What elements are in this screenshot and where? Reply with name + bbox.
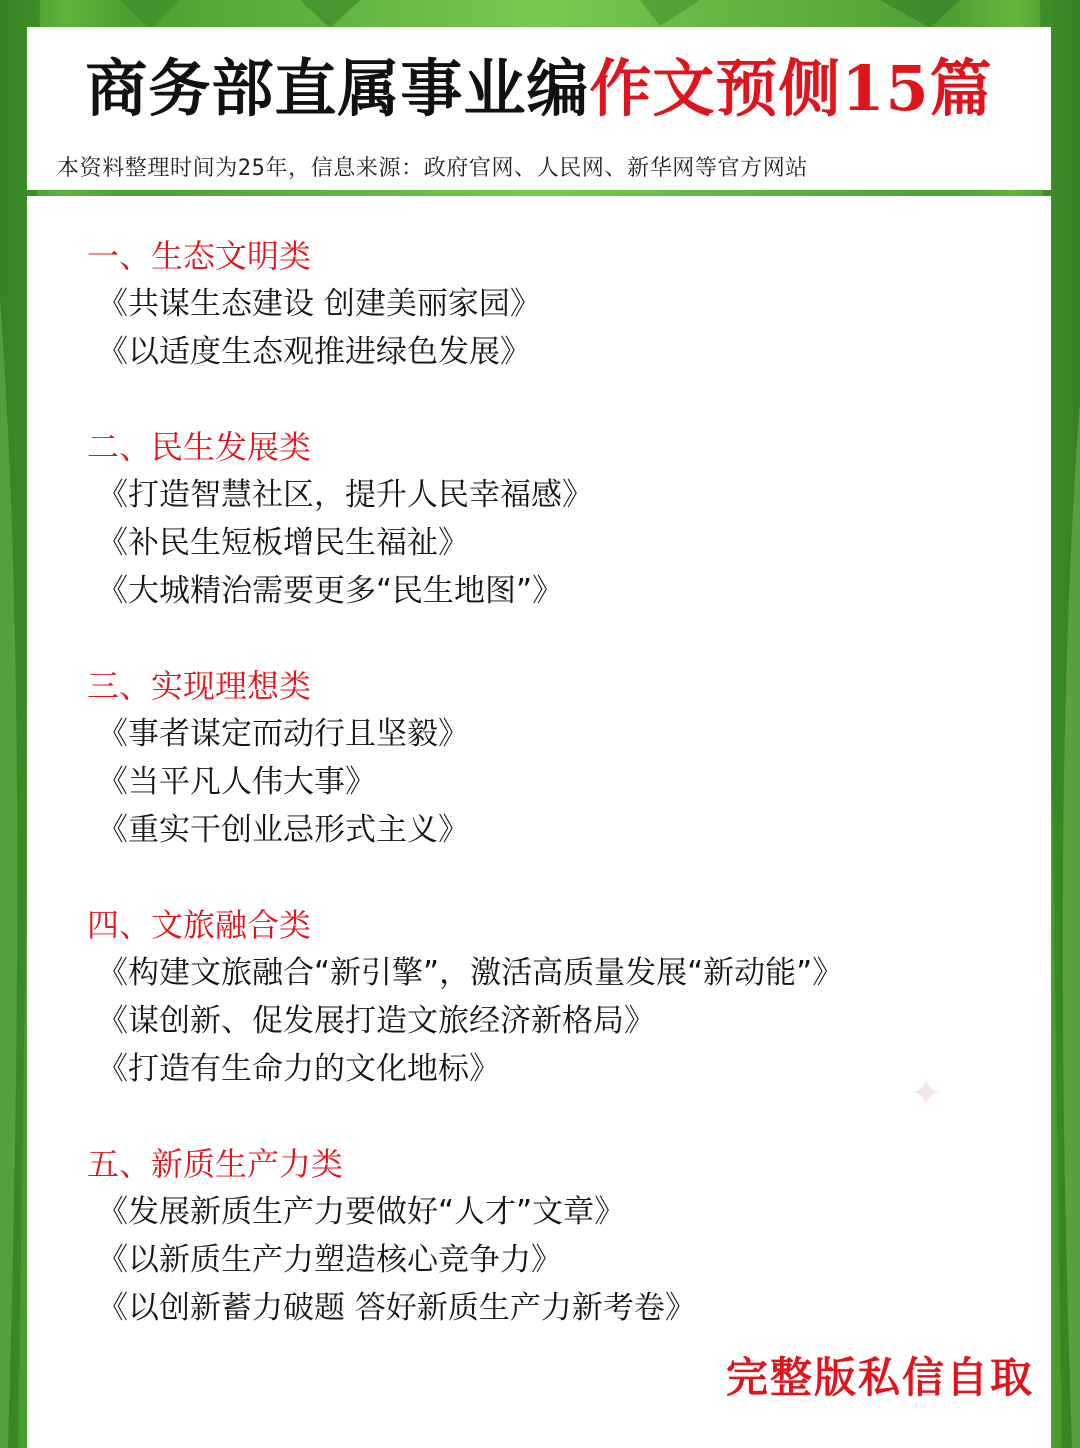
essay-title: 《补民生短板增民生福祉》: [97, 525, 469, 561]
essay-title: 《重实干创业忌形式主义》: [97, 812, 469, 848]
essay-title: 《以创新蓄力破题 答好新质生产力新考卷》: [97, 1290, 696, 1326]
sparkle-icon: [912, 1078, 940, 1106]
content-card: [27, 196, 1051, 1448]
section-livelihood: [87, 423, 593, 615]
essay-title: 《打造有生命力的文化地标》: [97, 1051, 500, 1087]
essay-title: 《共谋生态建设 创建美丽家园》: [97, 286, 541, 322]
essay-title: 《大城精治需要更多“民生地图”》: [97, 573, 564, 609]
page-title: [27, 53, 1051, 125]
section-productivity: [87, 1140, 696, 1332]
essay-title: 《事者谋定而动行且坚毅》: [97, 716, 469, 752]
title-main: 商务部直属事业编: [85, 52, 590, 125]
essay-title: 《发展新质生产力要做好“人才”文章》: [97, 1194, 626, 1230]
header-card: [27, 27, 1051, 190]
essay-title: 《谋创新、促发展打造文旅经济新格局》: [97, 1003, 655, 1039]
private-message-cta: 完整版私信自取: [725, 1353, 1034, 1402]
section-heading: 五、新质生产力类: [87, 1145, 344, 1183]
source-note: 本资料整理时间为25年，信息来源：政府官网、人民网、新华网等官方网站: [57, 156, 808, 181]
essay-title: 《打造智慧社区，提升人民幸福感》: [97, 477, 593, 513]
title-highlight: 作文预侧15篇: [589, 52, 993, 125]
section-heading: 一、生态文明类: [87, 237, 312, 275]
essay-title: 《当平凡人伟大事》: [97, 764, 376, 800]
essay-title: 《以适度生态观推进绿色发展》: [97, 334, 531, 370]
essay-title: 《以新质生产力塑造核心竞争力》: [97, 1242, 562, 1278]
section-heading: 二、民生发展类: [87, 428, 312, 466]
section-ideals: [87, 662, 469, 854]
section-culture-tourism: [87, 901, 843, 1093]
essay-title: 《构建文旅融合“新引擎”，激活高质量发展“新动能”》: [97, 955, 844, 991]
section-heading: 四、文旅融合类: [87, 906, 312, 944]
section-ecology: [87, 232, 541, 376]
section-heading: 三、实现理想类: [87, 667, 312, 705]
